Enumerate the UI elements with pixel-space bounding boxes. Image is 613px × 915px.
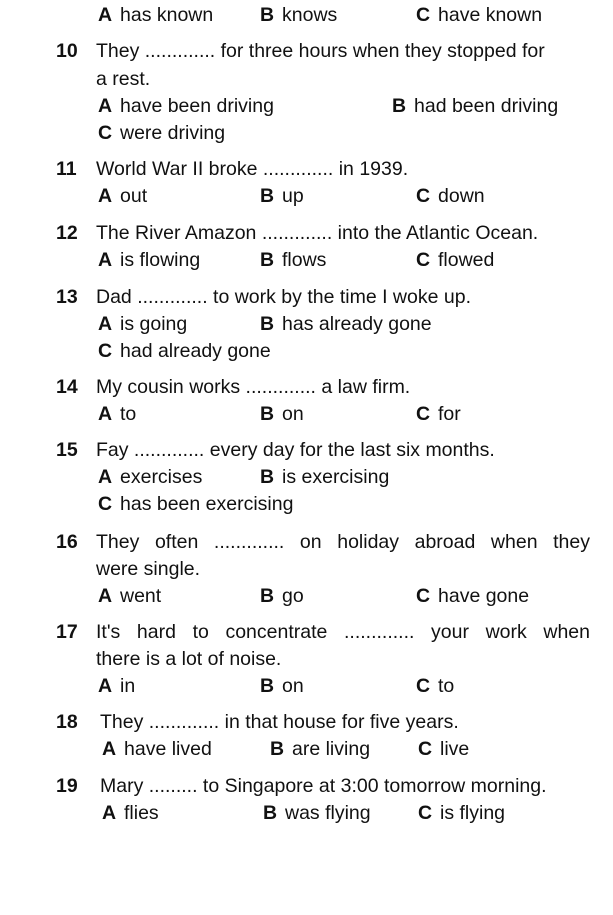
- option-a: [98, 677, 135, 697]
- option-letter: B: [260, 403, 275, 425]
- option-letter: A: [98, 185, 113, 207]
- option-letter: A: [98, 466, 113, 488]
- option-letter: A: [98, 249, 113, 271]
- option-letter: A: [98, 4, 113, 26]
- question-text: My cousin works ............. a law firm.: [96, 376, 411, 398]
- question-text-continued: were single.: [96, 558, 201, 580]
- question-number: 15: [56, 439, 78, 461]
- option-b: [260, 587, 304, 607]
- option-text: knows: [282, 4, 338, 26]
- option-letter: C: [98, 340, 113, 362]
- option-text: to: [120, 403, 137, 425]
- option-text: are living: [292, 738, 371, 760]
- option-a: [98, 468, 202, 488]
- option-text: was flying: [285, 802, 371, 824]
- option-c: [416, 677, 454, 697]
- question-text: The River Amazon ............. into the Atlantic Ocean.: [96, 222, 539, 244]
- option-text: in: [120, 675, 136, 697]
- option-letter: A: [102, 738, 117, 760]
- option-text: is going: [120, 313, 188, 335]
- question-text-continued: a rest.: [96, 68, 151, 90]
- option-text: down: [438, 185, 485, 207]
- option-letter: A: [98, 95, 113, 117]
- option-c: [416, 587, 529, 607]
- option-a: [98, 587, 161, 607]
- option-letter: B: [260, 249, 275, 271]
- option-letter: C: [416, 249, 431, 271]
- option-text: has been exercising: [120, 493, 294, 515]
- option-a: [98, 405, 136, 425]
- question-text-continued: there is a lot of noise.: [96, 648, 282, 670]
- option-c: [98, 342, 271, 362]
- option-b: [260, 187, 304, 207]
- question-number: 17: [56, 621, 78, 643]
- option-letter: B: [260, 466, 275, 488]
- option-text: go: [282, 585, 304, 607]
- option-b: [392, 97, 558, 117]
- option-c: [416, 187, 485, 207]
- question-number: 13: [56, 286, 78, 308]
- option-text: have gone: [438, 585, 530, 607]
- option-text: has already gone: [282, 313, 432, 335]
- option-c: [98, 495, 293, 515]
- option-letter: B: [263, 802, 278, 824]
- option-b: [260, 677, 304, 697]
- option-c: [416, 251, 494, 271]
- option-letter: B: [260, 4, 275, 26]
- option-b: [260, 251, 326, 271]
- question-text: Dad ............. to work by the time I woke up.: [96, 286, 471, 308]
- option-text: has known: [120, 4, 214, 26]
- option-letter: B: [260, 185, 275, 207]
- question-text: They ............. in that house for five years.: [100, 711, 459, 733]
- option-c: [416, 6, 542, 26]
- option-text: out: [120, 185, 148, 207]
- option-a: [98, 251, 200, 271]
- option-letter: C: [98, 122, 113, 144]
- question-number: 19: [56, 775, 78, 797]
- option-letter: B: [260, 313, 275, 335]
- option-text: had been driving: [414, 95, 559, 117]
- option-b: [260, 6, 337, 26]
- question-text: Mary ......... to Singapore at 3:00 tomorrow morning.: [100, 775, 547, 797]
- question-text: They often ............. on holiday abroad when they: [96, 531, 590, 553]
- option-b: [263, 804, 371, 824]
- option-text: is flowing: [120, 249, 201, 271]
- option-text: live: [440, 738, 470, 760]
- option-letter: C: [416, 403, 431, 425]
- option-letter: A: [98, 585, 113, 607]
- option-letter: C: [416, 4, 431, 26]
- option-text: is exercising: [282, 466, 390, 488]
- option-text: flowed: [438, 249, 495, 271]
- question-number: 11: [56, 158, 77, 180]
- question-number: 18: [56, 711, 78, 733]
- option-letter: A: [98, 313, 113, 335]
- question-number: 16: [56, 531, 78, 553]
- option-c: [418, 740, 469, 760]
- option-b: [260, 315, 432, 335]
- option-text: to: [438, 675, 455, 697]
- option-text: were driving: [120, 122, 226, 144]
- option-text: exercises: [120, 466, 203, 488]
- option-text: flies: [124, 802, 159, 824]
- question-number: 12: [56, 222, 78, 244]
- option-a: [98, 315, 187, 335]
- option-a: [98, 6, 213, 26]
- option-letter: B: [270, 738, 285, 760]
- option-letter: C: [416, 675, 431, 697]
- option-text: went: [120, 585, 162, 607]
- option-b: [270, 740, 370, 760]
- option-text: is flying: [440, 802, 506, 824]
- option-a: [98, 97, 274, 117]
- option-letter: C: [98, 493, 113, 515]
- option-letter: B: [260, 675, 275, 697]
- option-text: for: [438, 403, 461, 425]
- option-a: [102, 740, 212, 760]
- option-letter: C: [416, 585, 431, 607]
- option-b: [260, 405, 304, 425]
- option-b: [260, 468, 389, 488]
- option-text: on: [282, 675, 304, 697]
- question-text: World War II broke ............. in 1939.: [96, 158, 409, 180]
- option-text: had already gone: [120, 340, 271, 362]
- question-text: Fay ............. every day for the last six months.: [96, 439, 495, 461]
- option-letter: B: [260, 585, 275, 607]
- question-text: They ............. for three hours when they stopped for: [96, 40, 545, 62]
- option-letter: B: [392, 95, 407, 117]
- option-c: [98, 124, 225, 144]
- option-letter: A: [98, 675, 113, 697]
- option-letter: C: [416, 185, 431, 207]
- option-letter: A: [102, 802, 117, 824]
- question-number: 10: [56, 40, 78, 62]
- option-letter: C: [418, 802, 433, 824]
- question-text: It's hard to concentrate ............. your work when: [96, 621, 590, 643]
- option-a: [102, 804, 159, 824]
- option-text: on: [282, 403, 304, 425]
- option-letter: A: [98, 403, 113, 425]
- option-text: flows: [282, 249, 327, 271]
- option-text: have been driving: [120, 95, 274, 117]
- option-text: up: [282, 185, 304, 207]
- option-letter: C: [418, 738, 433, 760]
- option-text: have known: [438, 4, 543, 26]
- option-c: [418, 804, 505, 824]
- option-a: [98, 187, 147, 207]
- question-number: 14: [56, 376, 78, 398]
- option-c: [416, 405, 461, 425]
- option-text: have lived: [124, 738, 212, 760]
